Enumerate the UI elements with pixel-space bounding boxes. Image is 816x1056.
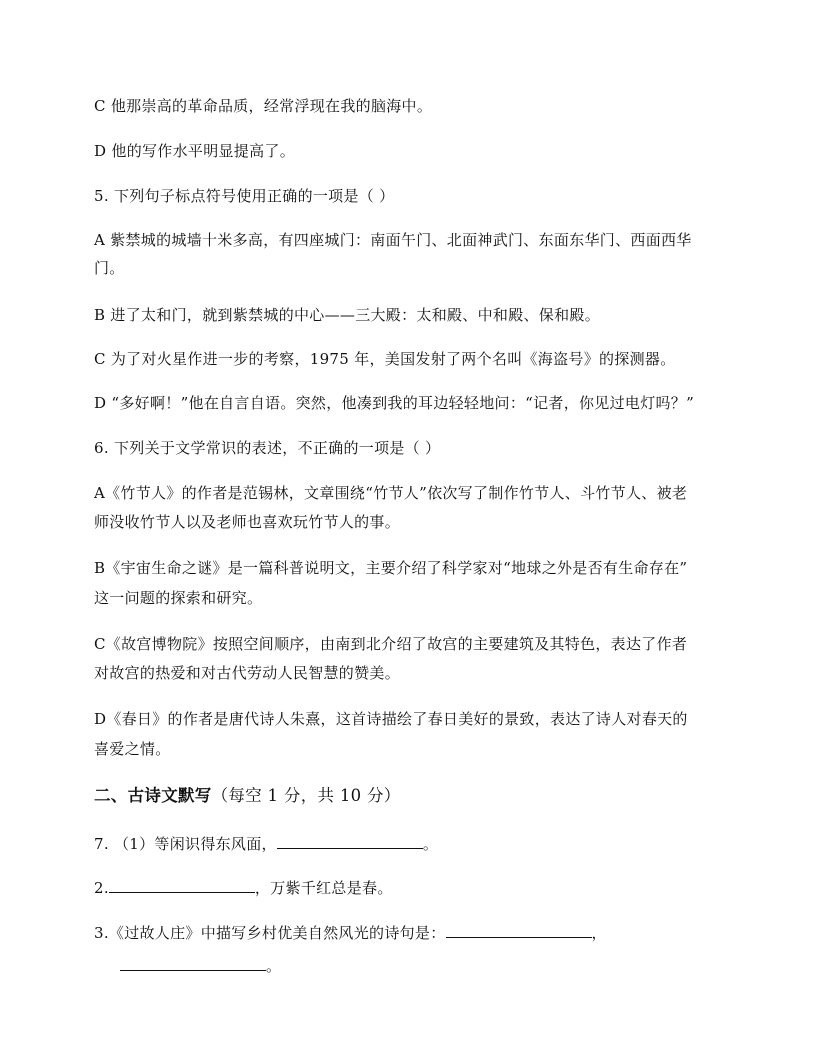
q3-line — [94, 923, 734, 943]
q6-option-b-line2: 这一问题的探索和研究。 — [94, 589, 263, 607]
q2-prefix: 2. — [94, 879, 109, 897]
q6-option-c-line2: 对故宫的热爱和对古代劳动人民智慧的赞美。 — [94, 664, 401, 682]
section-2-score-note: （每空 1 分，共 10 分） — [211, 786, 401, 805]
q5-option-c: C 为了对火星作进一步的考察，1975 年，美国发射了两个名叫《海盗号》的探测器。 — [94, 350, 676, 368]
q3-line-2 — [120, 956, 760, 976]
q5-option-a-line2: 门。 — [94, 259, 125, 277]
q2-answer-blank[interactable] — [109, 878, 255, 893]
q6-stem: 6. 下列关于文学常识的表述，不正确的一项是（ ） — [94, 439, 441, 457]
q7-prefix: 7. （1）等闲识得东风面， — [94, 835, 277, 853]
q5-option-d: D “多好啊！”他在自言自语。突然，他凑到我的耳边轻轻地问：“记者，你见过电灯吗？” — [94, 394, 695, 412]
q7-suffix: 。 — [422, 835, 439, 853]
q7-answer-blank[interactable] — [277, 834, 423, 849]
q2-line — [94, 878, 734, 898]
q6-option-a-line1: A《竹节人》的作者是范锡林，文章围绕“竹节人”依次写了制作竹节人、斗竹节人、被老 — [94, 484, 688, 502]
q6-option-d-line2: 喜爱之情。 — [94, 740, 171, 758]
q5-option-b: B 进了太和门，就到紫禁城的中心——三大殿：太和殿、中和殿、保和殿。 — [94, 306, 600, 324]
section-2-title: 二、古诗文默写 — [94, 786, 212, 805]
q6-option-b-line1: B《宇宙生命之谜》是一篇科普说明文，主要介绍了科学家对“地球之外是否有生命存在” — [94, 559, 688, 577]
q3-mid: ， — [591, 924, 607, 942]
q7-line — [94, 834, 734, 854]
q5-stem: 5. 下列句子标点符号使用正确的一项是（ ） — [94, 187, 395, 205]
q4-option-d: D 他的写作水平明显提高了。 — [94, 142, 295, 160]
q6-option-c-line1: C《故宫博物院》按照空间顺序，由南到北介绍了故宫的主要建筑及其特色，表达了作者 — [94, 635, 688, 653]
q6-option-a-line2: 师没收竹节人以及老师也喜欢玩竹节人的事。 — [94, 513, 401, 531]
section-2-heading — [94, 786, 734, 806]
q3-suffix: 。 — [266, 957, 282, 975]
q3-prefix: 3.《过故人庄》中描写乡村优美自然风光的诗句是： — [94, 924, 446, 942]
q3-answer-blank-2[interactable] — [120, 956, 266, 971]
q2-suffix: ，万紫千红总是春。 — [254, 879, 393, 897]
q6-option-d-line1: D《春日》的作者是唐代诗人朱熹，这首诗描绘了春日美好的景致，表达了诗人对春天的 — [94, 710, 688, 728]
q3-answer-blank-1[interactable] — [446, 923, 592, 938]
q5-option-a-line1: A 紫禁城的城墙十米多高，有四座城门：南面午门、北面神武门、东面东华门、西面西华 — [94, 231, 692, 249]
q4-option-c: C 他那崇高的革命品质，经常浮现在我的脑海中。 — [94, 97, 433, 115]
